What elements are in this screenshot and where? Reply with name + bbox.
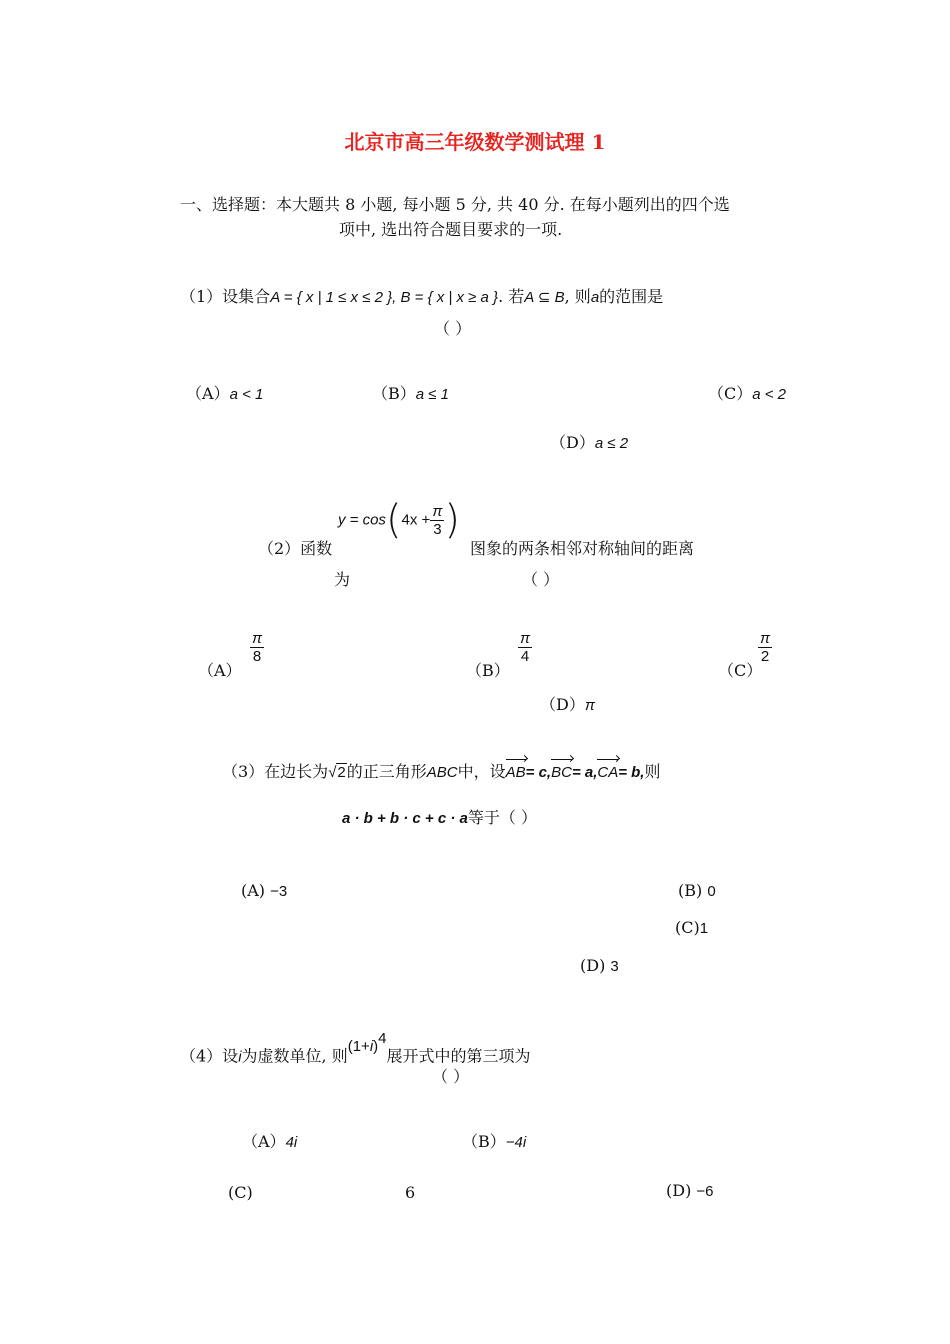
question-3-expression: a · b + b · c + c · a等于（ ） — [342, 808, 537, 827]
option-c-label: （C） — [718, 661, 763, 680]
question-2-suffix: 图象的两条相邻对称轴间的距离 — [470, 539, 695, 558]
option-d: (D) 3 — [580, 956, 619, 975]
answer-blank: （ ） — [522, 570, 560, 589]
answer-blank: （ ） — [432, 1067, 470, 1086]
option-c: (C)1 — [675, 918, 709, 937]
question-2-prefix: （2）函数 — [258, 539, 333, 558]
option-c-fraction: $\frac{\pi}{2}$ — [760, 630, 771, 665]
option-a-fraction: $\frac{\pi}{8}$ — [252, 630, 263, 665]
option-c-value: 6 — [405, 1183, 416, 1202]
question-2-wrap: 为 — [334, 570, 351, 589]
option-b: (B) 0 — [678, 881, 716, 900]
option-a-label: （A） — [198, 661, 242, 680]
option-d: （D）π — [540, 695, 595, 714]
option-d: （D）a ≤ 2 — [550, 433, 629, 452]
set-definition: A = { x | 1 ≤ x ≤ 2 }, B = { x | x ≥ a } — [270, 289, 499, 306]
option-b-label: （B） — [466, 661, 510, 680]
question-3: （3）在边长为√2的正三角形ABC中，设AB= c,BC= a,CA= b,则 — [222, 761, 661, 784]
subset-relation: A ⊆ B — [524, 289, 565, 306]
option-c: （C）a < 2 — [708, 384, 787, 403]
question-1: （1）设集合A = { x | 1 ≤ x ≤ 2 }, B = { x | x ≥ a }. 若A ⊆ B, 则a的范围是 — [180, 287, 664, 306]
option-b-fraction: $\frac{\pi}{4}$ — [520, 630, 531, 665]
option-d: (D) −6 — [666, 1181, 714, 1200]
answer-blank: （ ） — [434, 319, 472, 338]
section-heading-cont: 项中, 选出符合题目要求的一项. — [339, 220, 563, 239]
page-title: 北京市高三年级数学测试理 1 — [344, 130, 606, 154]
option-a: (A) −3 — [241, 881, 288, 900]
section-heading: 一、选择题：本大题共 8 小题, 每小题 5 分, 共 40 分. 在每小题列出的四个选 — [180, 195, 730, 214]
option-a: （A）4i — [242, 1132, 298, 1151]
option-a: （A）a < 1 — [186, 384, 264, 403]
option-b: （B）a ≤ 1 — [372, 384, 450, 403]
option-b: （B）−4i — [462, 1132, 527, 1151]
option-c-label: (C) — [228, 1183, 253, 1202]
function-formula: y = cos(4x + $\frac{\pi}{3}$ ) — [338, 497, 460, 543]
question-4: （4）设i为虚数单位, 则$(1+i)^4$展开式中的第三项为 — [180, 1030, 531, 1066]
